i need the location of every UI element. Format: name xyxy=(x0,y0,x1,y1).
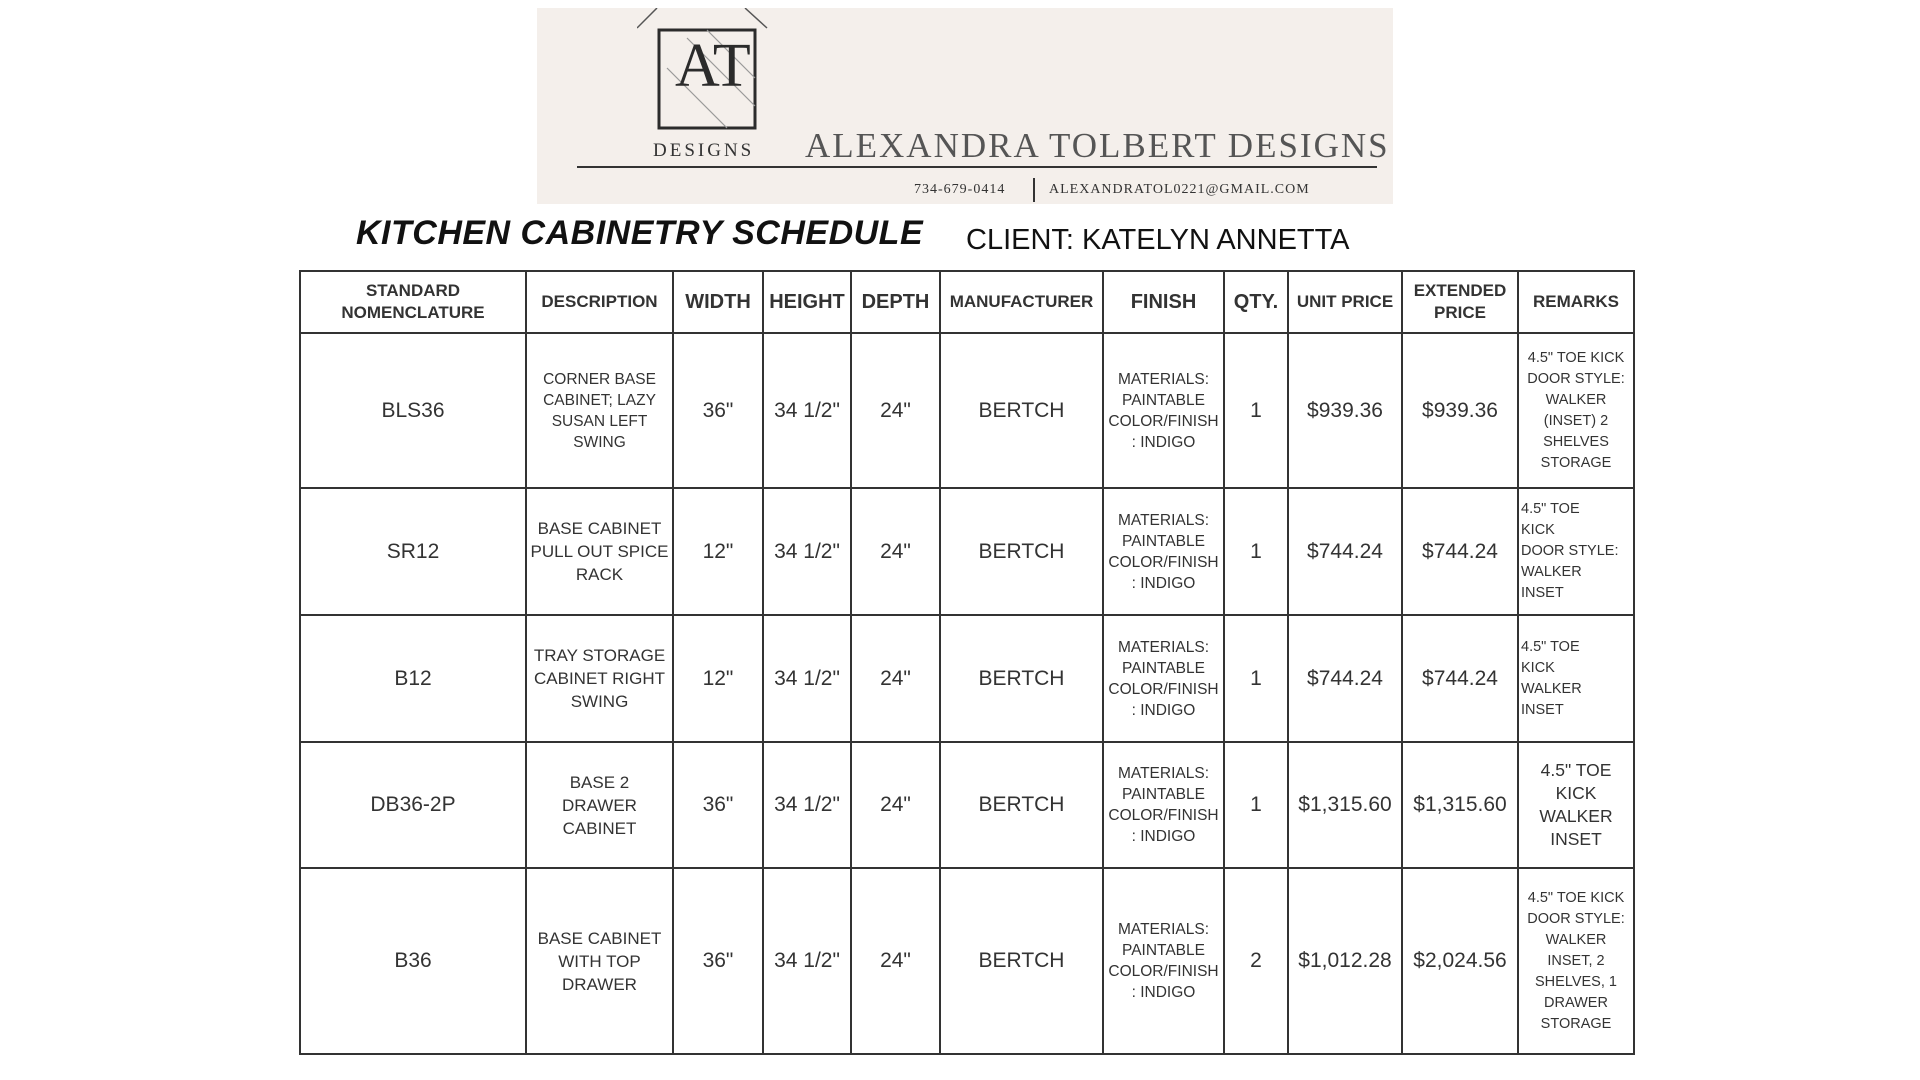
header-finish: FINISH xyxy=(1103,271,1224,333)
cell-remarks: 4.5" TOE KICK DOOR STYLE: WALKER INSET, 2 SHELVES, 1 DRAWER STORAGE xyxy=(1518,868,1634,1054)
cell-unit-price: $744.24 xyxy=(1288,488,1402,615)
cell-description: BASE CABINET WITH TOP DRAWER xyxy=(526,868,673,1054)
cell-finish: MATERIALS: PAINTABLE COLOR/FINISH : INDIGO xyxy=(1103,615,1224,742)
cell-finish: MATERIALS: PAINTABLE COLOR/FINISH : INDIGO xyxy=(1103,488,1224,615)
cell-depth: 24" xyxy=(851,333,940,488)
header-description: DESCRIPTION xyxy=(526,271,673,333)
cell-nomenclature: SR12 xyxy=(300,488,526,615)
cell-finish: MATERIALS: PAINTABLE COLOR/FINISH : INDIGO xyxy=(1103,333,1224,488)
cell-qty: 1 xyxy=(1224,615,1288,742)
table-row xyxy=(300,488,1634,615)
client-name: CLIENT: KATELYN ANNETTA xyxy=(966,224,1350,256)
cell-depth: 24" xyxy=(851,868,940,1054)
cell-width: 36" xyxy=(673,333,763,488)
cell-manufacturer: BERTCH xyxy=(940,615,1103,742)
cell-remarks: 4.5" TOE KICK DOOR STYLE: WALKER INSET xyxy=(1518,488,1634,615)
cell-manufacturer: BERTCH xyxy=(940,868,1103,1054)
cell-extended-price: $2,024.56 xyxy=(1402,868,1518,1054)
cell-depth: 24" xyxy=(851,742,940,868)
header-remarks: REMARKS xyxy=(1518,271,1634,333)
cell-unit-price: $1,012.28 xyxy=(1288,868,1402,1054)
contact-phone: 734-679-0414 xyxy=(914,182,1006,197)
cell-description: CORNER BASE CABINET; LAZY SUSAN LEFT SWING xyxy=(526,333,673,488)
cell-width: 36" xyxy=(673,742,763,868)
cell-unit-price: $939.36 xyxy=(1288,333,1402,488)
cell-remarks: 4.5" TOE KICK WALKER INSET xyxy=(1518,742,1634,868)
table-header-row xyxy=(300,271,1634,333)
cell-manufacturer: BERTCH xyxy=(940,742,1103,868)
cell-height: 34 1/2" xyxy=(763,488,851,615)
contact-separator xyxy=(1033,178,1035,202)
table-row xyxy=(300,333,1634,488)
header-width: WIDTH xyxy=(673,271,763,333)
cell-qty: 1 xyxy=(1224,742,1288,868)
header-extended-price: EXTENDED PRICE xyxy=(1402,271,1518,333)
header-unit-price: UNIT PRICE xyxy=(1288,271,1402,333)
header-qty: QTY. xyxy=(1224,271,1288,333)
cell-height: 34 1/2" xyxy=(763,615,851,742)
cell-width: 12" xyxy=(673,488,763,615)
cell-finish: MATERIALS: PAINTABLE COLOR/FINISH : INDIGO xyxy=(1103,868,1224,1054)
cell-height: 34 1/2" xyxy=(763,868,851,1054)
cell-nomenclature: B12 xyxy=(300,615,526,742)
cell-extended-price: $744.24 xyxy=(1402,488,1518,615)
cell-height: 34 1/2" xyxy=(763,742,851,868)
table-row xyxy=(300,615,1634,742)
cell-extended-price: $1,315.60 xyxy=(1402,742,1518,868)
cell-extended-price: $939.36 xyxy=(1402,333,1518,488)
cell-height: 34 1/2" xyxy=(763,333,851,488)
cell-nomenclature: B36 xyxy=(300,868,526,1054)
cell-remarks: 4.5" TOE KICK WALKER INSET xyxy=(1518,615,1634,742)
cell-qty: 1 xyxy=(1224,333,1288,488)
cell-qty: 2 xyxy=(1224,868,1288,1054)
cell-description: BASE CABINET PULL OUT SPICE RACK xyxy=(526,488,673,615)
monogram-logo-icon xyxy=(637,8,777,138)
cell-description: TRAY STORAGE CABINET RIGHT SWING xyxy=(526,615,673,742)
header-nomenclature: STANDARD NOMENCLATURE xyxy=(300,271,526,333)
cell-extended-price: $744.24 xyxy=(1402,615,1518,742)
logo-mark: AT xyxy=(675,32,751,100)
cabinetry-schedule-table xyxy=(299,270,1635,1055)
cell-nomenclature: BLS36 xyxy=(300,333,526,488)
logo-designs-text: DESIGNS xyxy=(653,140,755,161)
cell-width: 12" xyxy=(673,615,763,742)
cell-remarks: 4.5" TOE KICK DOOR STYLE: WALKER (INSET) 2 SHELVES STORAGE xyxy=(1518,333,1634,488)
cell-nomenclature: DB36-2P xyxy=(300,742,526,868)
table-row xyxy=(300,742,1634,868)
cell-manufacturer: BERTCH xyxy=(940,333,1103,488)
contact-email: ALEXANDRATOL0221@GMAIL.COM xyxy=(1049,182,1310,197)
header-manufacturer: MANUFACTURER xyxy=(940,271,1103,333)
brand-name: ALEXANDRA TOLBERT DESIGNS xyxy=(805,126,1390,165)
table-row xyxy=(300,868,1634,1054)
header-depth: DEPTH xyxy=(851,271,940,333)
letterhead-banner xyxy=(537,8,1393,204)
cell-depth: 24" xyxy=(851,488,940,615)
cell-unit-price: $744.24 xyxy=(1288,615,1402,742)
cell-manufacturer: BERTCH xyxy=(940,488,1103,615)
cell-width: 36" xyxy=(673,868,763,1054)
document-title: KITCHEN CABINETRY SCHEDULE xyxy=(356,214,924,252)
header-height: HEIGHT xyxy=(763,271,851,333)
brand-divider xyxy=(577,166,1377,168)
cell-depth: 24" xyxy=(851,615,940,742)
cell-unit-price: $1,315.60 xyxy=(1288,742,1402,868)
cell-description: BASE 2 DRAWER CABINET xyxy=(526,742,673,868)
cell-finish: MATERIALS: PAINTABLE COLOR/FINISH : INDIGO xyxy=(1103,742,1224,868)
cell-qty: 1 xyxy=(1224,488,1288,615)
